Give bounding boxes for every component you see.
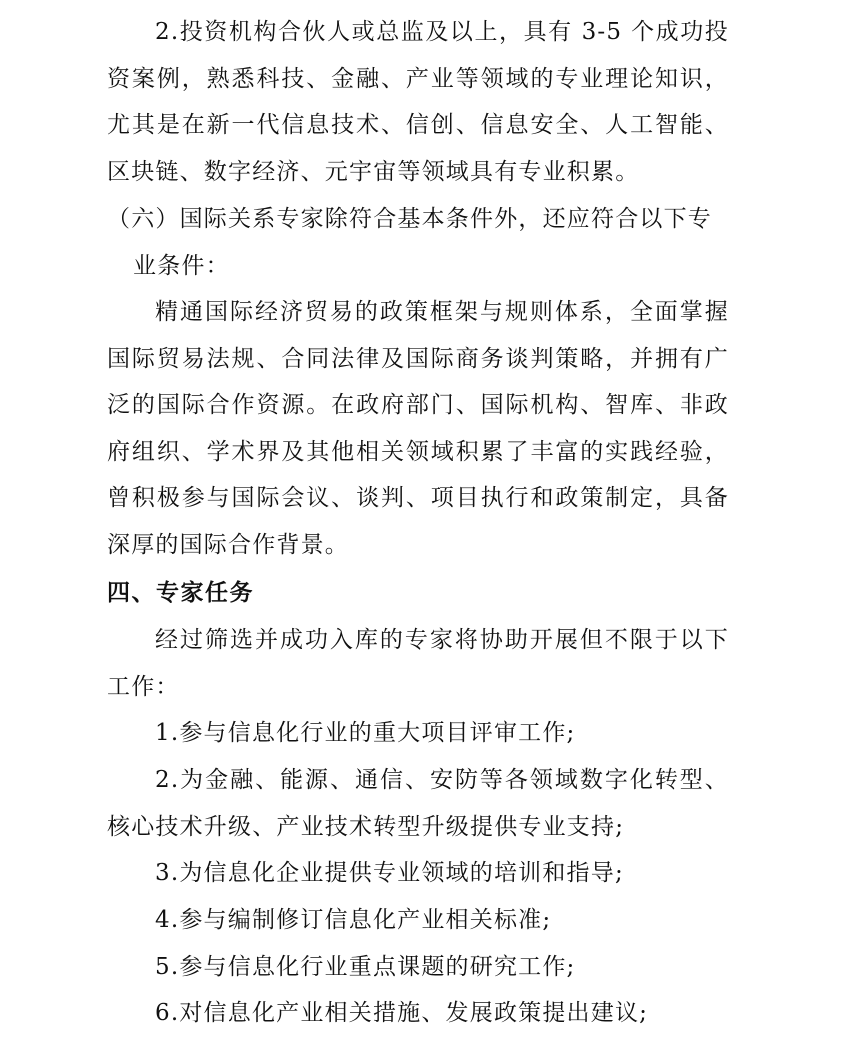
task-item-4: 4.参与编制修订信息化产业相关标准; [155,907,552,933]
task-item-1: 1.参与信息化行业的重大项目评审工作; [155,720,576,746]
international-relations-paragraph: 精通国际经济贸易的政策框架与规则体系，全面掌握国际贸易法规、合同法律及国际商务谈判策略，并拥有广泛的国际合作资源。在政府部门、国际机构、智库、非政府组织、学术界及其他相关领域积累了丰富的实践经验，曾积极参与国际会议、谈判、项目执行和政策制定，具备深厚的国际合作背景。 [107,299,729,558]
investment-criteria-paragraph: 2.投资机构合伙人或总监及以上，具有 3-5 个成功投资案例，熟悉科技、金融、产业等领域的专业理论知识，尤其是在新一代信息技术、信创、信息安全、人工智能、区块链、数字经济、元宇宙等领域具有专业积累。 [107,19,729,185]
tasks-intro-paragraph: 经过筛选并成功入库的专家将协助开展但不限于以下工作： [107,627,729,700]
task-item-5: 5.参与信息化行业重点课题的研究工作; [155,954,576,980]
task-item-2: 2.为金融、能源、通信、安防等各领域数字化转型、核心技术升级、产业技术转型升级提供专业支持; [107,767,729,840]
task-item-6: 6.对信息化产业相关措施、发展政策提出建议; [155,1000,649,1026]
subheading-text: （六）国际关系专家除符合基本条件外，还应符合以下专业条件： [107,206,712,279]
section-heading-expert-tasks: 四、专家任务 [107,580,254,606]
task-item-3: 3.为信息化企业提供专业领域的培训和指导; [155,860,624,886]
international-relations-subheading [107,196,729,289]
